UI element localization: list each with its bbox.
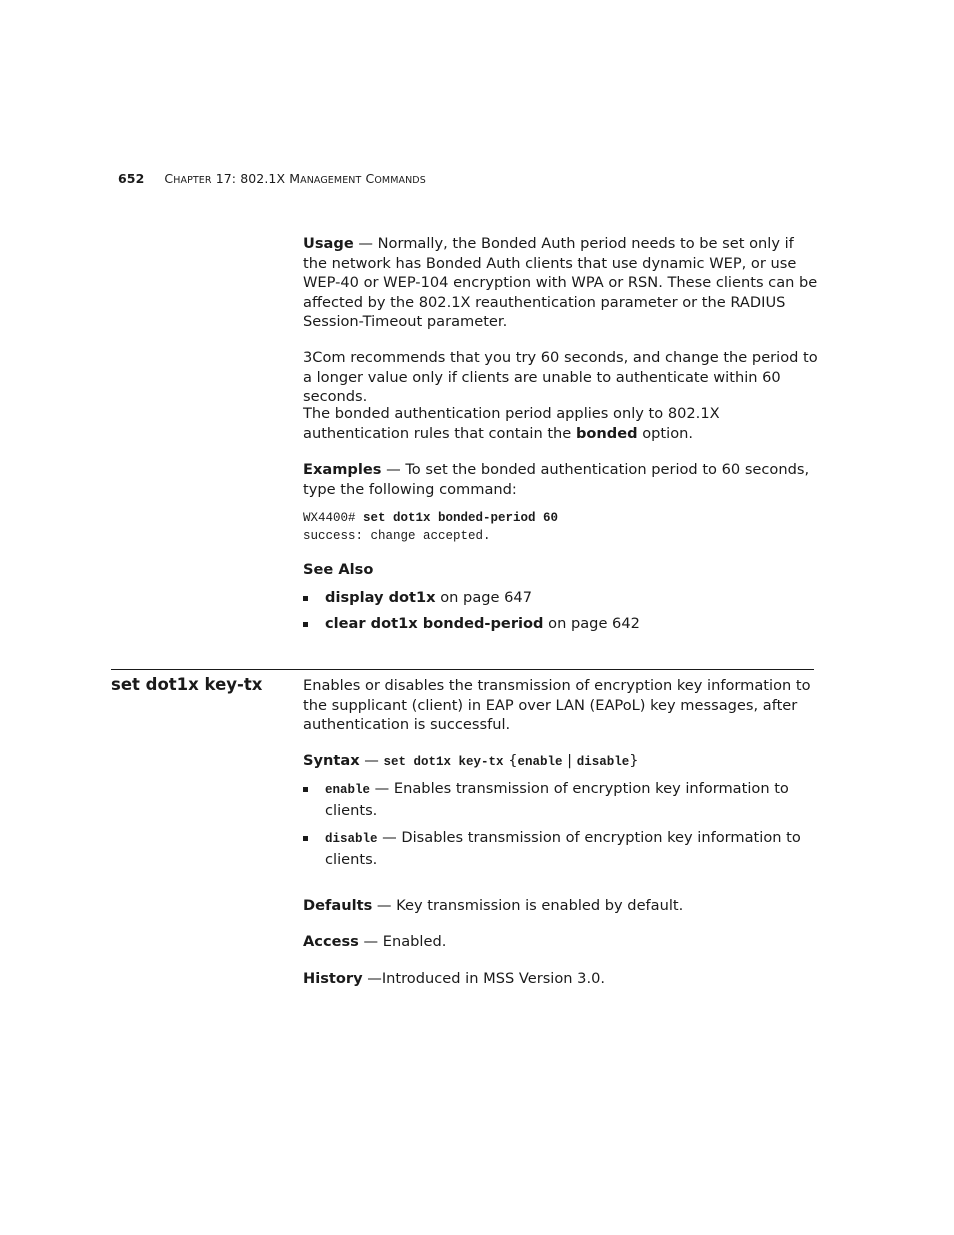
examples-paragraph [303, 460, 818, 499]
mgmt-m: M [289, 171, 301, 186]
cmd-c: C [361, 171, 375, 186]
syntax-command: set dot1x key-tx [383, 755, 504, 769]
parameter-desc: — Disables transmission of encryption key information to clients. [325, 829, 801, 868]
defaults-paragraph [303, 896, 818, 916]
see-also-block [303, 560, 818, 634]
usage-paragraph [303, 234, 818, 332]
parameter-list [303, 779, 818, 869]
description-text: Enables or disables the transmission of encryption key information to the supplicant (client) in EAP over LAN (EAPoL) key messages, after authentication is successful. [303, 677, 811, 734]
history-label: History [303, 970, 363, 987]
recommend-text: 3Com recommends that you try 60 seconds, and change the period to a longer value only if clients are unable to authenticate within 60 seconds. [303, 349, 818, 406]
page-number: 652 [118, 171, 145, 186]
syntax-line [303, 751, 818, 773]
syntax-option-disable: disable [576, 755, 630, 769]
code-output: success: change accepted. [303, 529, 491, 543]
code-command: set dot1x bonded-period 60 [363, 511, 559, 525]
parameter-desc: — Enables transmission of encryption key information to clients. [325, 780, 789, 819]
see-also-page-ref: on page 647 [435, 588, 532, 606]
recommend-paragraph [303, 348, 818, 407]
history-text: —Introduced in MSS Version 3.0. [362, 970, 606, 987]
parameter-item [303, 828, 818, 869]
see-also-link[interactable]: display dot1x [325, 588, 436, 606]
access-paragraph [303, 932, 818, 952]
parameter-name: enable [325, 783, 371, 797]
examples-text: — To set the bonded authentication period to 60 seconds, type the following command: [303, 461, 810, 498]
parameter-name: disable [325, 832, 378, 847]
examples-label: Examples [303, 461, 382, 478]
see-also-heading: See Also [303, 561, 374, 578]
code-prompt: WX4400# [303, 511, 364, 525]
example-code-block [303, 509, 558, 545]
syntax-separator: | [562, 752, 577, 769]
bonded-note-before: The bonded authentication period applies only to 802.1X authentication rules that contain the [303, 405, 720, 442]
bonded-note-bold: bonded [575, 424, 638, 442]
see-also-link[interactable]: clear dot1x bonded-period [325, 615, 544, 633]
syntax-open-brace: { [503, 752, 518, 769]
usage-label: Usage [303, 235, 354, 252]
see-also-page-ref: on page 642 [543, 615, 640, 633]
syntax-close-brace: } [629, 752, 639, 769]
cmd-rest: OMMANDS [374, 175, 426, 186]
history-paragraph [303, 969, 818, 989]
access-label: Access [303, 933, 359, 950]
see-also-item[interactable] [303, 614, 818, 634]
section-title: set dot1x key-tx [111, 675, 263, 694]
parameter-item [303, 779, 818, 820]
bonded-note-after: option. [637, 424, 694, 442]
syntax-label: Syntax [303, 752, 360, 769]
see-also-item[interactable] [303, 588, 818, 608]
section-divider [111, 669, 814, 670]
chapter-num: 17: 802.1X [211, 171, 290, 186]
defaults-label: Defaults [303, 897, 373, 914]
mgmt-rest: ANAGEMENT [300, 175, 362, 186]
chapter-c: C [164, 171, 174, 186]
section-description [303, 676, 818, 735]
access-text: — Enabled. [358, 933, 447, 950]
chapter-rest: HAPTER [173, 175, 212, 186]
usage-text: — Normally, the Bonded Auth period needs to be set only if the network has Bonded Auth clients that use dynamic WEP, or use WEP-40 or WEP-104 encryption with WPA or RSN. These clients can be affected by the 802.1X reauthentication parameter or the RADIUS Session-Timeout parameter. [303, 235, 818, 331]
syntax-dash: — [359, 752, 384, 769]
syntax-option-enable: enable [517, 755, 563, 769]
defaults-text: — Key transmission is enabled by default. [372, 897, 684, 914]
running-header [118, 171, 426, 186]
bonded-note-paragraph [303, 404, 818, 443]
